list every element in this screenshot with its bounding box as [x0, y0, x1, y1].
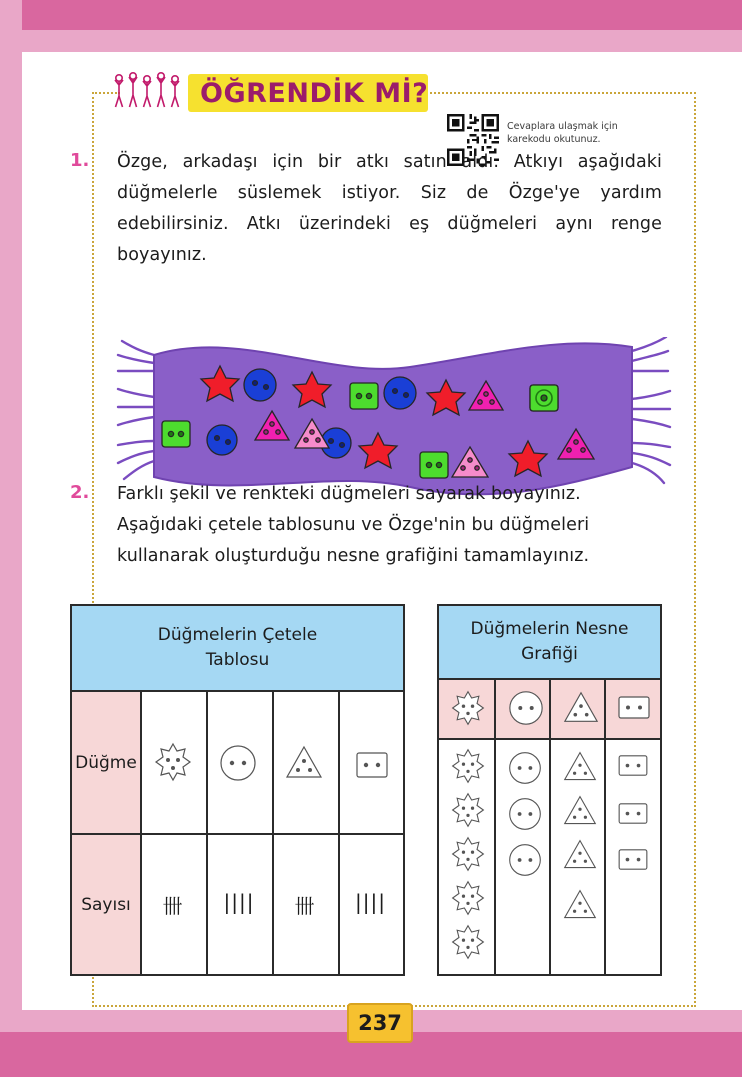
round-button-icon [218, 743, 258, 783]
star-button-icon [449, 790, 487, 830]
object-graph-col-divider-1 [549, 680, 551, 974]
triangle-button-icon [562, 836, 598, 874]
tally-row-label-counts: Sayısı [72, 835, 140, 974]
star-button-icon [449, 746, 487, 786]
tally-col-divider-0 [140, 692, 142, 974]
round-button-icon [507, 796, 543, 832]
tally-row-label-buttons: Düğme [72, 692, 140, 833]
page-content [22, 52, 742, 1010]
page-title: ÖĞRENDİK Mİ? [200, 78, 429, 109]
content-dotted-border-top-right [426, 92, 692, 94]
square-button-icon [616, 848, 650, 872]
question-1-number: 1. [70, 150, 90, 171]
children-icon [112, 70, 188, 112]
tally-col-divider-3 [338, 692, 340, 974]
page-right-margin [742, 0, 756, 1077]
tally-count-1: |||| [223, 890, 255, 914]
triangle-button-icon [562, 688, 600, 728]
question-1-text: Özge, arkadaşı için bir atkı satın aldı. Atkıyı aşağıdaki düğmelerle süslemek istiyor. Siz de Özge'ye yardım edebilirsiniz. Atkı üzerindeki eş düğmeleri aynı renge boyayınız. [117, 152, 662, 265]
triangle-button-icon [284, 743, 324, 783]
triangle-button-icon [562, 792, 598, 830]
star-button-icon [449, 922, 487, 962]
round-button-icon [507, 750, 543, 786]
tally-col-divider-2 [272, 692, 274, 974]
triangle-button-icon [562, 886, 598, 924]
tally-table-title [72, 606, 403, 692]
question-2-text: Farklı şekil ve renkteki düğmeleri sayarak boyayınız. Aşağıdaki çetele tablosunu ve Özge'nin bu düğmeleri kullanarak oluşturduğu nesne grafiğini tamamlayınız. [117, 484, 590, 566]
object-graph-col-divider-0 [494, 680, 496, 974]
square-button-icon [354, 751, 390, 779]
square-button-icon [616, 802, 650, 826]
object-graph-col-divider-2 [604, 680, 606, 974]
tally-count-0: 卌 [162, 894, 184, 918]
tally-table-title-line1: Düğmelerin Çetele [157, 625, 318, 645]
square-button-icon [616, 695, 652, 721]
page-top-band-light [0, 30, 756, 52]
tally-count-3: |||| [355, 890, 386, 914]
triangle-button-icon [562, 748, 598, 786]
object-graph-title [439, 606, 660, 680]
object-graph-title-line1: Düğmelerin Nesne [470, 619, 629, 639]
star-button-icon [449, 686, 487, 730]
object-graph-table [437, 604, 662, 976]
tally-col-divider-1 [206, 692, 208, 974]
qr-note [507, 120, 667, 146]
question-2-number: 2. [70, 482, 90, 503]
square-button-icon [616, 754, 650, 778]
page-left-band [0, 0, 22, 1077]
tally-row-divider [72, 833, 403, 835]
star-button-icon [449, 878, 487, 918]
object-graph-title-line2: Grafiği [521, 644, 578, 664]
page-top-band [0, 0, 756, 30]
round-button-icon [507, 842, 543, 878]
page-number: 237 [347, 1003, 413, 1043]
tally-table [70, 604, 405, 976]
tally-table-title-line2: Tablosu [205, 650, 270, 670]
qr-note-line2: karekodu okutunuz. [507, 134, 601, 145]
star-button-icon [449, 834, 487, 874]
star-button-icon [152, 741, 194, 783]
scarf-illustration [110, 337, 676, 502]
tally-count-2: 卌 [294, 894, 316, 918]
qr-note-line1: Cevaplara ulaşmak için [507, 121, 618, 132]
round-button-icon [507, 688, 545, 728]
section-header [112, 74, 442, 114]
